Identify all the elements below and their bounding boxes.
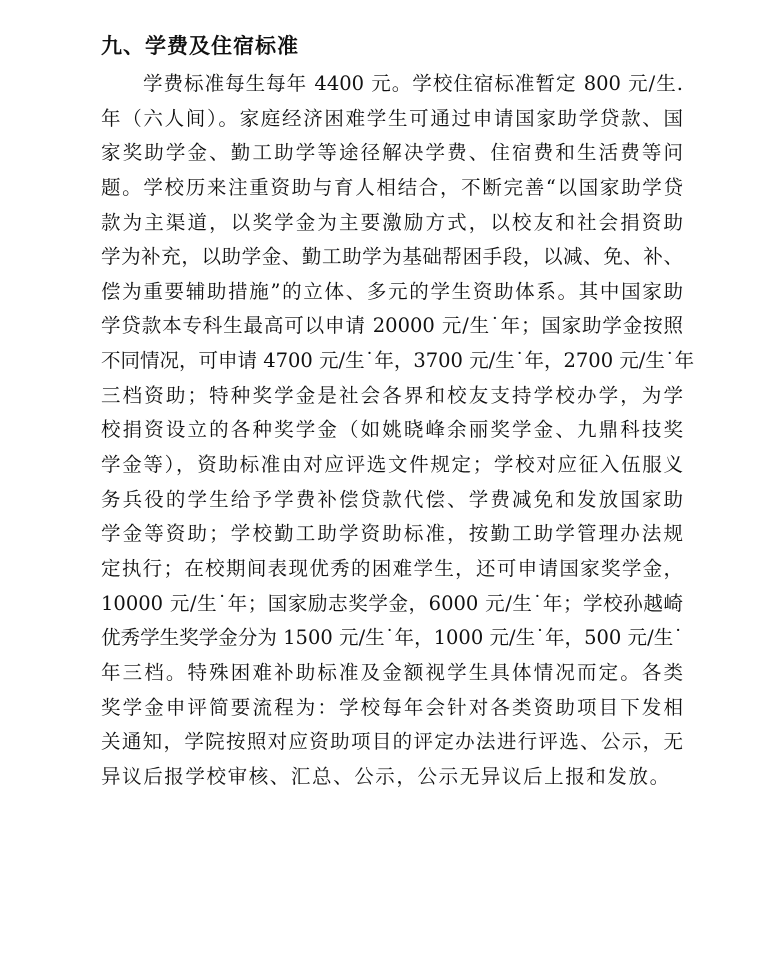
body-line: 款为主渠道，以奖学金为主要激励方式，以校友和社会捐资助 xyxy=(101,210,683,234)
body-line: 题。学校历来注重资助与育人相结合，不断完善“以国家助学贷 xyxy=(101,175,683,199)
body-line: 定执行；在校期间表现优秀的困难学生，还可申请国家奖学金， xyxy=(101,556,683,580)
body-line: 三档资助；特种奖学金是社会各界和校友支持学校办学，为学 xyxy=(101,383,683,407)
body-line: 偿为重要辅助措施”的立体、多元的学生资助体系。其中国家助 xyxy=(101,279,683,303)
body-line: 学费标准每生每年 4400 元。学校住宿标准暂定 800 元/生. xyxy=(143,72,683,95)
body-line: 学为补充，以助学金、勤工助学为基础帮困手段，以减、免、补、 xyxy=(101,245,683,269)
body-line: 10000 元/生˙年；国家励志奖学金，6000 元/生˙年；学校孙越崎 xyxy=(101,591,683,615)
body-line: 关通知，学院按照对应资助项目的评定办法进行评选、公示，无 xyxy=(101,730,683,754)
body-line: 务兵役的学生给予学费补偿贷款代偿、学费减免和发放国家助 xyxy=(101,487,683,511)
body-line: 学金等资助；学校勤工助学资助标准，按勤工助学管理办法规 xyxy=(101,522,683,546)
body-line: 校捐资设立的各种奖学金（如姚晓峰余丽奖学金、九鼎科技奖 xyxy=(101,418,683,442)
body-line: 学金等），资助标准由对应评选文件规定；学校对应征入伍服义 xyxy=(101,453,683,477)
section-body xyxy=(101,67,695,794)
section-heading: 九、学费及住宿标准 xyxy=(101,34,299,58)
body-line: 奖学金申评简要流程为：学校每年会针对各类资助项目下发相 xyxy=(101,695,683,719)
body-line: 优秀学生奖学金分为 1500 元/生˙年，1000 元/生˙年，500 元/生˙ xyxy=(101,626,683,650)
body-line: 年（六人间）。家庭经济困难学生可通过申请国家助学贷款、国 xyxy=(101,106,683,130)
body-line: 学贷款本专科生最高可以申请 20000 元/生˙年；国家助学金按照 xyxy=(101,314,683,338)
body-line: 不同情况，可申请 4700 元/生˙年，3700 元/生˙年，2700 元/生˙年 xyxy=(101,349,695,373)
body-line: 年三档。特殊困难补助标准及金额视学生具体情况而定。各类 xyxy=(101,660,683,684)
body-line: 家奖助学金、勤工助学等途径解决学费、住宿费和生活费等问 xyxy=(101,141,683,165)
body-line: 异议后报学校审核、汇总、公示，公示无异议后上报和发放。 xyxy=(101,764,671,788)
